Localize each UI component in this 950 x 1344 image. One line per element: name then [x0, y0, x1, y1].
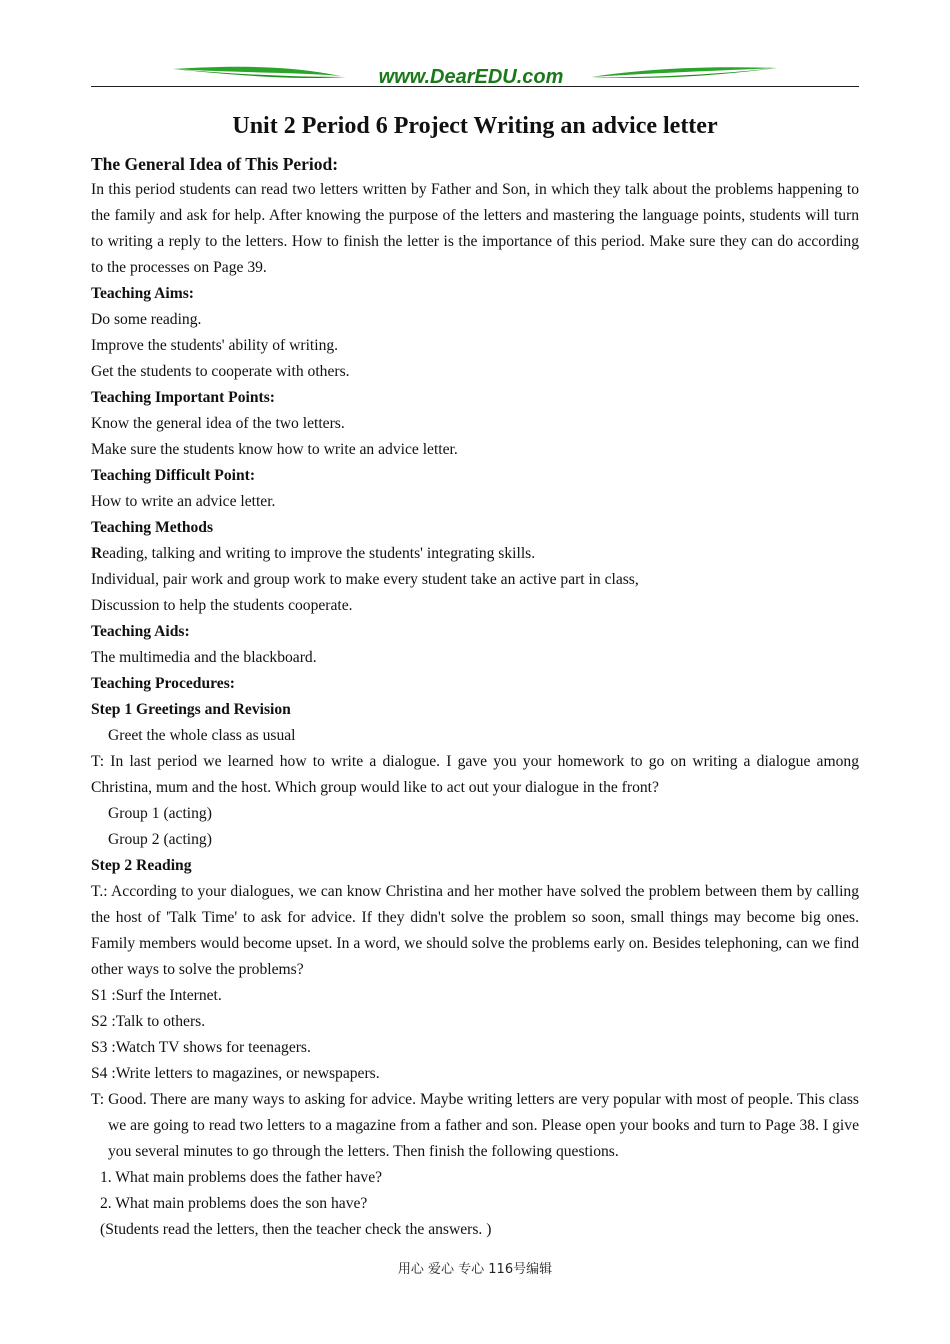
header-divider	[91, 86, 859, 87]
step1-heading: Step 1 Greetings and Revision	[91, 701, 291, 718]
step2-teacher-line: T.: According to your dialogues, we can know Christina and her mother have solved the problem between them by calling the host of 'Talk Time' to ask for advice. If they didn't solve the problem so soon, small things may become big ones. Family members would become upset. In a word, we should solve the problems early on. Besides telephoning, can we find other ways to solve the problems?	[91, 883, 859, 978]
procedures-heading: Teaching Procedures:	[91, 675, 235, 692]
student-answer: S2 :Talk to others.	[91, 1013, 206, 1030]
method-first-rest: eading, talking and writing to improve the students' integrating skills.	[102, 545, 536, 562]
aim-item: Improve the students' ability of writing.	[91, 337, 339, 354]
aim-item: Do some reading.	[91, 311, 202, 328]
method-item	[91, 541, 859, 567]
aim-item: Get the students to cooperate with others.	[91, 363, 350, 380]
question-item: 1. What main problems does the father have?	[100, 1169, 383, 1186]
question-item: 2. What main problems does the son have?	[100, 1195, 368, 1212]
student-answer: S4 :Write letters to magazines, or newspapers.	[91, 1065, 380, 1082]
step1-greet: Greet the whole class as usual	[108, 727, 296, 744]
important-points-heading: Teaching Important Points:	[91, 389, 275, 406]
difficult-point-heading: Teaching Difficult Point:	[91, 467, 256, 484]
page-title: Unit 2 Period 6 Project Writing an advice letter	[232, 113, 718, 139]
general-idea-body: In this period students can read two letters written by Father and Son, in which they talk about the problems happening to the family and ask for help. After knowing the purpose of the letters and mastering the language points, students will turn to writing a reply to the letters. How to finish the letter is the importance of this period. Make sure they can do according to the processes on Page 39.	[91, 181, 859, 276]
methods-heading: Teaching Methods	[91, 519, 214, 536]
aims-heading: Teaching Aims:	[91, 285, 194, 302]
method-item: Individual, pair work and group work to make every student take an active part in class,	[91, 571, 639, 588]
method-first-letter: R	[91, 545, 103, 562]
step1-group: Group 2 (acting)	[108, 831, 212, 848]
method-item: Discussion to help the students cooperate.	[91, 597, 353, 614]
document-body	[91, 151, 859, 1243]
student-answer: S3 :Watch TV shows for teenagers.	[91, 1039, 311, 1056]
page-footer: 用心 爱心 专心 116号编辑	[397, 1262, 553, 1277]
aids-heading: Teaching Aids:	[91, 623, 190, 640]
aid-item: The multimedia and the blackboard.	[91, 649, 317, 666]
important-point-item: Make sure the students know how to write an advice letter.	[91, 441, 458, 458]
site-logo-text: www.DearEDU.com	[378, 66, 564, 88]
student-answer: S1 :Surf the Internet.	[91, 987, 222, 1004]
difficult-point-item: How to write an advice letter.	[91, 493, 276, 510]
step2-teacher-line: T: Good. There are many ways to asking for advice. Maybe writing letters are very popular with most of people. This class we are going to read two letters to a magazine from a father and son. Please open your books and turn to Page 38. I give you several minutes to go through the letters. Then finish the following questions.	[91, 1091, 859, 1160]
important-point-item: Know the general idea of the two letters.	[91, 415, 345, 432]
general-idea-heading: The General Idea of This Period:	[91, 154, 339, 174]
step2-heading: Step 2 Reading	[91, 857, 192, 874]
step1-teacher-line: T: In last period we learned how to write a dialogue. I gave you your homework to go on writing a dialogue among Christina, mum and the host. Which group would like to act out your dialogue in the front?	[91, 753, 859, 796]
step1-group: Group 1 (acting)	[108, 805, 212, 822]
step2-note: (Students read the letters, then the teacher check the answers. )	[100, 1221, 492, 1238]
